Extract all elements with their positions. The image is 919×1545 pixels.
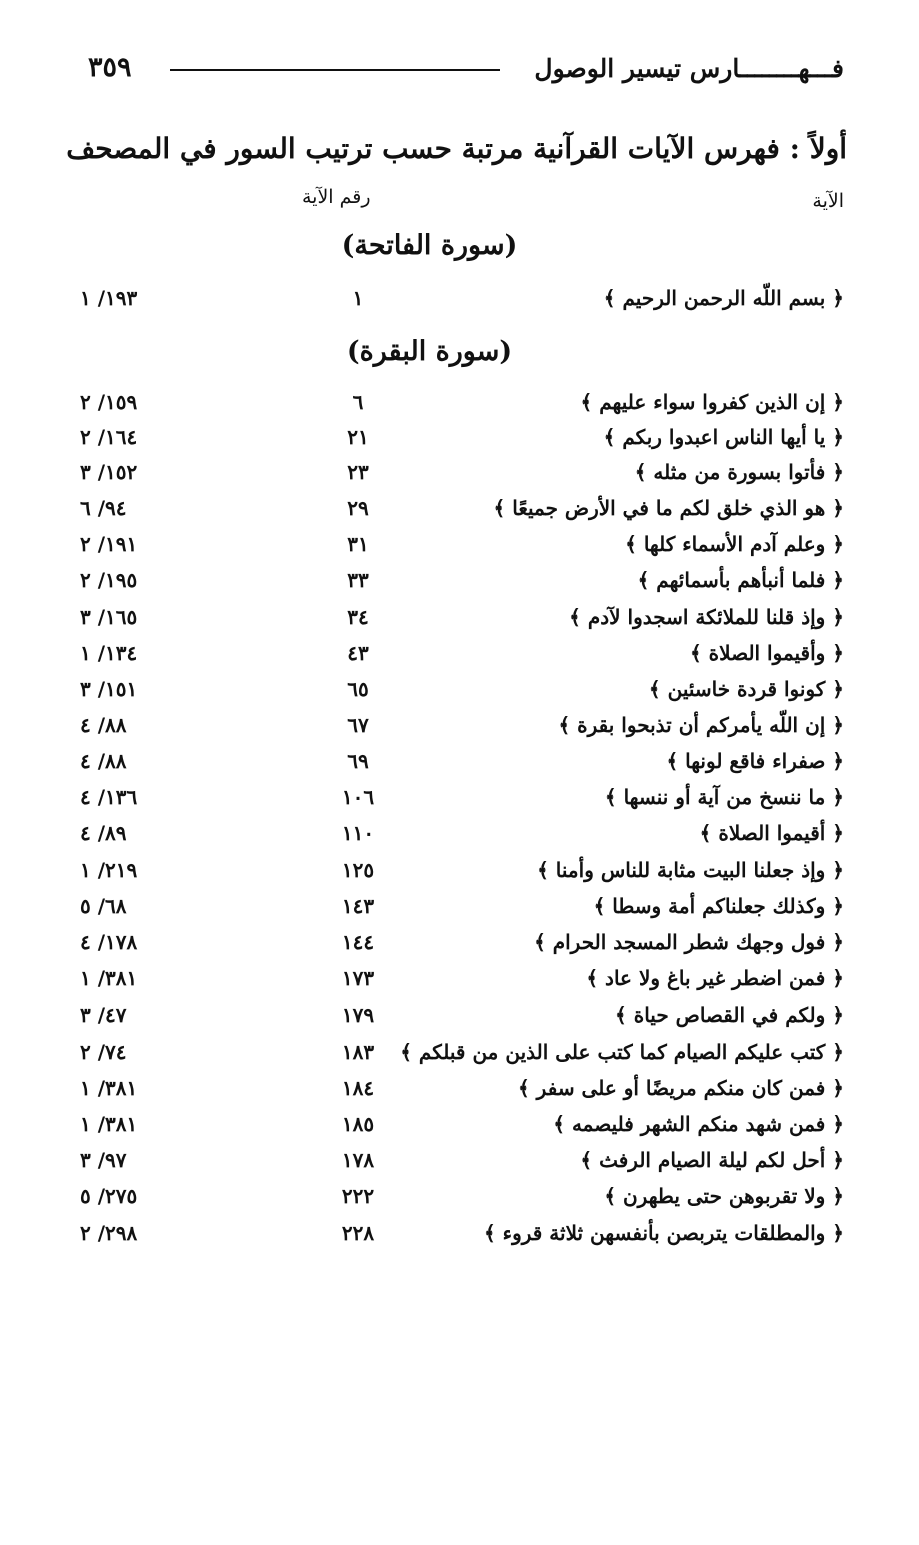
verse-text: ﴿ فأتوا بسورة من مثله ﴾ <box>634 460 844 484</box>
verse-number: ١٨٣ <box>341 1040 375 1064</box>
verse-text: ﴿ وإذ جعلنا البيت مثابة للناس وأمنا ﴾ <box>537 858 844 882</box>
verse-text: ﴿ ولكم في القصاص حياة ﴾ <box>615 1003 844 1027</box>
index-title: أولاً : فهرس الآيات القرآنية مرتبة حسب ترتيب السور في المصحف <box>66 132 847 165</box>
verse-text: ﴿ فمن اضطر غير باغ ولا عاد ﴾ <box>586 966 844 990</box>
verse-number: ١٢٥ <box>341 858 375 882</box>
verse-text: ﴿ فمن شهد منكم الشهر فليصمه ﴾ <box>553 1112 844 1136</box>
page-reference: ٩٤/ ٦ <box>80 496 127 520</box>
verse-number: ٣٣ <box>347 568 369 592</box>
table-row <box>80 605 844 639</box>
table-row <box>80 713 844 747</box>
page-reference: ١٩٥/ ٢ <box>80 568 138 592</box>
column-header-verse-number: رقم الآية <box>302 186 371 208</box>
verse-text: ﴿ وكذلك جعلناكم أمة وسطا ﴾ <box>593 894 844 918</box>
table-row <box>80 1221 844 1255</box>
verse-text: ﴿ إن الذين كفروا سواء عليهم ﴾ <box>580 390 844 414</box>
page-reference: ٢٧٥/ ٥ <box>80 1184 138 1208</box>
page-reference: ٩٧/ ٣ <box>80 1148 127 1172</box>
table-row <box>80 1076 844 1110</box>
table-row <box>80 390 844 424</box>
page-reference: ٦٨/ ٥ <box>80 894 127 918</box>
table-row <box>80 785 844 819</box>
page-reference: ٨٩/ ٤ <box>80 821 127 845</box>
verse-text: ﴿ أحل لكم ليلة الصيام الرفث ﴾ <box>580 1148 844 1172</box>
page-reference: ٣٨١/ ١ <box>80 1076 138 1100</box>
page-reference: ٧٤/ ٢ <box>80 1040 127 1064</box>
table-row <box>80 677 844 711</box>
verse-text: ﴿ وعلم آدم الأسماء كلها ﴾ <box>625 532 844 556</box>
page-reference: ٣٨١/ ١ <box>80 1112 138 1136</box>
verse-number: ٦٥ <box>347 677 369 701</box>
verse-number: ٢١ <box>347 425 369 449</box>
verse-number: ٣٤ <box>347 605 369 629</box>
verse-number: ١ <box>352 286 364 310</box>
table-row <box>80 966 844 1000</box>
verse-text: ﴿ ما ننسخ من آية أو ننسها ﴾ <box>604 785 844 809</box>
verse-number: ١٨٥ <box>341 1112 375 1136</box>
page-reference: ١٦٤/ ٢ <box>80 425 138 449</box>
verse-text: ﴿ وإذ قلنا للملائكة اسجدوا لآدم ﴾ <box>569 605 844 629</box>
page-reference: ١٦٥/ ٣ <box>80 605 138 629</box>
page-reference: ٣٨١/ ١ <box>80 966 138 990</box>
verse-number: ٢٣ <box>347 460 369 484</box>
verse-number: ٢٢٨ <box>341 1221 375 1245</box>
table-row <box>80 532 844 566</box>
surah-heading-fatiha: (سورة الفاتحة) <box>341 230 518 261</box>
table-row <box>80 749 844 783</box>
verse-text: ﴿ فول وجهك شطر المسجد الحرام ﴾ <box>534 930 844 954</box>
verse-text: ﴿ كونوا قردة خاسئين ﴾ <box>648 677 844 701</box>
page-reference: ١٩٣/ ١ <box>80 286 138 310</box>
verse-number: ١٨٤ <box>341 1076 375 1100</box>
verse-text: ﴿ فمن كان منكم مريضًا أو على سفر ﴾ <box>518 1076 844 1100</box>
surah-heading-baqara: (سورة البقرة) <box>346 336 513 367</box>
running-title: فـــهــــــــارس تيسير الوصول <box>534 54 844 83</box>
verse-number: ٢٩ <box>347 496 369 520</box>
column-header-verse: الآية <box>812 190 844 212</box>
table-row <box>80 568 844 602</box>
verse-number: ٦ <box>352 390 364 414</box>
table-row <box>80 930 844 964</box>
table-row <box>80 858 844 892</box>
verse-number: ١٧٨ <box>341 1148 375 1172</box>
verse-text: ﴿ صفراء فاقع لونها ﴾ <box>666 749 844 773</box>
verse-text: ﴿ هو الذي خلق لكم ما في الأرض جميعًا ﴾ <box>493 496 844 520</box>
verse-number: ١٤٣ <box>341 894 375 918</box>
table-row <box>80 460 844 494</box>
table-row <box>80 1148 844 1182</box>
table-row <box>80 1003 844 1037</box>
page-reference: ١٥٩/ ٢ <box>80 390 138 414</box>
verse-number: ١٠٦ <box>341 785 375 809</box>
verse-number: ٢٢٢ <box>341 1184 375 1208</box>
table-row <box>80 1184 844 1218</box>
header-rule <box>170 69 500 71</box>
verse-text: ﴿ كتب عليكم الصيام كما كتب على الذين من قبلكم ﴾ <box>400 1040 844 1064</box>
page-reference: ٢٩٨/ ٢ <box>80 1221 138 1245</box>
page-reference: ١٥١/ ٣ <box>80 677 138 701</box>
verse-text: ﴿ والمطلقات يتربصن بأنفسهن ثلاثة قروء ﴾ <box>484 1221 844 1245</box>
table-row <box>80 286 844 320</box>
page-reference: ١٣٤/ ١ <box>80 641 138 665</box>
verse-text: ﴿ ولا تقربوهن حتى يطهرن ﴾ <box>604 1184 844 1208</box>
verse-text: ﴿ بسم اللّه الرحمن الرحيم ﴾ <box>603 286 844 310</box>
verse-number: ٦٩ <box>347 749 369 773</box>
page-reference: ١٩١/ ٢ <box>80 532 138 556</box>
table-row <box>80 1112 844 1146</box>
column-headers <box>80 186 844 216</box>
verse-text: ﴿ فلما أنبأهم بأسمائهم ﴾ <box>637 568 844 592</box>
table-row <box>80 1040 844 1074</box>
page-reference: ١٥٢/ ٣ <box>80 460 138 484</box>
table-row <box>80 425 844 459</box>
verse-number: ٦٧ <box>347 713 369 737</box>
table-row <box>80 821 844 855</box>
page-number: ٣٥٩ <box>88 52 132 83</box>
table-row <box>80 894 844 928</box>
verse-number: ٤٣ <box>347 641 369 665</box>
verse-number: ١٤٤ <box>341 930 375 954</box>
page-reference: ٨٨/ ٤ <box>80 713 127 737</box>
verse-text: ﴿ وأقيموا الصلاة ﴾ <box>690 641 844 665</box>
verse-text: ﴿ إن اللّه يأمركم أن تذبحوا بقرة ﴾ <box>558 713 844 737</box>
table-row <box>80 641 844 675</box>
page-reference: ١٣٦/ ٤ <box>80 785 138 809</box>
table-row <box>80 496 844 530</box>
page-reference: ١٧٨/ ٤ <box>80 930 138 954</box>
verse-number: ١١٠ <box>341 821 375 845</box>
verse-number: ١٧٩ <box>341 1003 375 1027</box>
page-reference: ٤٧/ ٣ <box>80 1003 127 1027</box>
page-reference: ٢١٩/ ١ <box>80 858 138 882</box>
verse-number: ١٧٣ <box>341 966 375 990</box>
verse-text: ﴿ يا أيها الناس اعبدوا ربكم ﴾ <box>603 425 844 449</box>
verse-number: ٣١ <box>347 532 369 556</box>
verse-text: ﴿ أقيموا الصلاة ﴾ <box>699 821 844 845</box>
running-header <box>80 50 844 90</box>
page-reference: ٨٨/ ٤ <box>80 749 127 773</box>
